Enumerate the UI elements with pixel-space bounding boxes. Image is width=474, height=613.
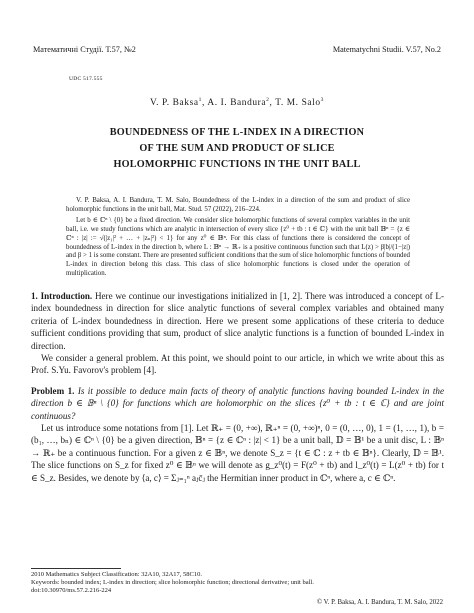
- affiliation-3: 3: [320, 97, 325, 103]
- author-3: T. M. Salo: [275, 98, 321, 109]
- footnote-rule: [31, 568, 121, 569]
- running-head-left: Математичні Студії. Т.57, №2: [33, 45, 136, 54]
- msc-classification: 2010 Mathematics Subject Classification: 32A10, 32A17, 58C10.: [31, 571, 202, 578]
- problem-statement: Is it possible to deduce main facts of theory of analytic functions having bounded L-index in the direction b ∈ 𝔹ⁿ \ {0} for functions which are holomorphic on the slices {z⁰ + tb : t ∈ ℂ} and are joint continuous?: [31, 385, 444, 421]
- main-text: [31, 290, 444, 484]
- affiliation-1: 1: [198, 97, 202, 103]
- abstract-citation: V. P. Baksa, A. I. Bandura, T. M. Salo, Boundedness of the L-index in a direction of the sum and product of slice holomorphic functions in the unit ball, Mat. Stud. 57 (2022), 216–224.: [66, 197, 410, 213]
- paper-title: [40, 125, 434, 173]
- footnote: [31, 571, 444, 595]
- author-2: A. I. Bandura: [207, 98, 267, 109]
- running-head: [33, 45, 441, 57]
- author-line: V. P. Baksa$^1$, A. I. Bandura$^2$, T. M. Salo$^3$: [149, 97, 325, 109]
- intro-heading: 1. Introduction.: [31, 291, 93, 301]
- author-1: V. P. Baksa: [149, 98, 199, 109]
- udc-code: UDC 517.555: [69, 76, 103, 82]
- title-line-3: HOLOMORPHIC FUNCTIONS IN THE UNIT BALL: [113, 159, 361, 170]
- copyright-notice: © V. P. Baksa, A. I. Bandura, T. M. Salo, 2022: [316, 599, 443, 606]
- intro-paragraph: Here we continue our investigations initialized in [1, 2]. There was introduced a concept of L-index boundedness in direction for slice analytic functions of several complex variables and obtained many criteria of L-index boundedness in direction. Here we present some applications of these criteria to deduce sufficient conditions providing that sum, product of slice analytic functions is a function of bounded L-index in direction.: [31, 291, 444, 351]
- notation-paragraph: Let us introduce some notations from [1]. Let ℝ₊ = (0, +∞), ℝ₊ⁿ = (0, +∞)ⁿ, 0 = (0, …, 0), 1 = (1, …, 1), b = (b₁, …, bₙ) ∈ ℂⁿ \ {0} be a given direction, 𝔹ⁿ = {z ∈ ℂⁿ : |z| < 1} be a unit ball, 𝔻 = 𝔹¹ be a unit disc, L : 𝔹ⁿ → ℝ₊ be a continuous function. For a given z ∈ 𝔹ⁿ, we denote S_z = {t ∈ ℂ : z + tb ∈ 𝔹ⁿ}. Clearly, 𝔻 = 𝔹¹. The slice functions on S_z for fixed z⁰ ∈ 𝔹ⁿ we will denote as g_z⁰(t) = F(z⁰ + tb) and l_z⁰(t) = L(z⁰ + tb) for t ∈ S_z. Besides, we denote by ⟨a, c⟩ = Σⱼ₌₁ⁿ aⱼc̄ⱼ the Hermitian inner product in ℂⁿ, where a, c ∈ ℂⁿ.: [31, 423, 444, 483]
- keywords: Keywords: bounded index; L-index in direction; slice holomorphic function; directional derivative; unit ball.: [31, 579, 314, 586]
- abstract-text: Let b ∈ ℂⁿ \ {0} be a fixed direction. We consider slice holomorphic functions of several complex variables in the unit ball, i.e. we study functions which are analytic in intersection of every slice {z⁰ + tb : t ∈ ℂ} with the unit ball 𝔹ⁿ = {z ∈ ℂⁿ : |z| := √(|z₁|² + … + |zₙ|²) < 1} for any z⁰ ∈ 𝔹ⁿ. For this class of functions there is considered the concept of boundedness of L-index in the direction b, where L : 𝔹ⁿ → ℝ₊ is a positive continuous function such that L(z) > β|b|/(1−|z|) and β > 1 is some constant. There are presented sufficient conditions that the sum of slice holomorphic functions of bounded L-index in direction belong this class. This class of slice holomorphic functions is closed under the operation of multiplication.: [66, 216, 410, 278]
- running-head-right: Matematychni Studii. V.57, No.2: [332, 45, 441, 54]
- doi: doi:10.30970/ms.57.2.216-224: [31, 587, 112, 594]
- general-problem-paragraph: We consider a general problem. At this point, we should point to our article, in which we write about this as Prof. S.Yu. Favorov's problem [4].: [31, 353, 444, 376]
- title-line-2: OF THE SUM AND PRODUCT OF SLICE: [139, 143, 335, 154]
- affiliation-2: 2: [266, 97, 270, 103]
- abstract: [66, 197, 410, 281]
- title-line-1: BOUNDEDNESS OF THE L-INDEX IN A DIRECTION: [109, 127, 365, 138]
- problem-label: Problem 1.: [31, 385, 75, 396]
